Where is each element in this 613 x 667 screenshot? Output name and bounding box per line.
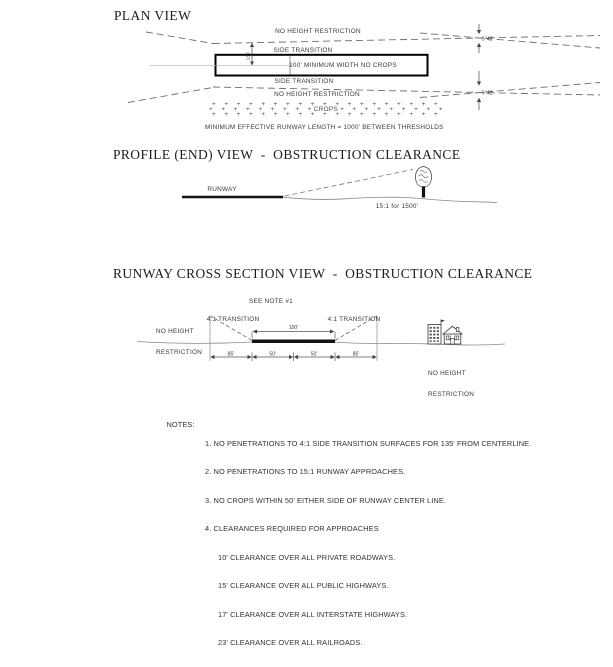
note-item-4c: 17' CLEARANCE OVER ALL INTERSTATE HIGHWAYS.: [218, 609, 408, 619]
profile-view-title: PROFILE (END) VIEW - OBSTRUCTION CLEARANCE: [113, 147, 461, 162]
plan-approach-splay-bottom-right: [420, 83, 600, 98]
cross-dim-50-right: 50': [310, 351, 318, 358]
building-icons: [428, 320, 462, 345]
note-item-1: 1. NO PENETRATIONS TO 4:1 SIDE TRANSITION SURFACES FOR 135' FROM CENTERLINE.: [205, 438, 532, 448]
crops-symbols-row-1: + + + + + + + + + + + + + + + + + + +: [212, 101, 439, 108]
cross-dim-85-left: 85': [227, 351, 235, 358]
plan-view-title: PLAN VIEW: [114, 8, 192, 23]
notes-heading: NOTES:: [166, 419, 195, 429]
plan-side-transition-line-top: [213, 36, 600, 44]
note-item-4b: 15' CLEARANCE OVER ALL PUBLIC HIGHWAYS.: [218, 581, 389, 590]
cross-dim-offsets: [211, 352, 376, 362]
profile-runway-label: RUNWAY: [207, 185, 237, 193]
plan-runway-width-label: 100' MINIMUM WIDTH NO CROPS: [289, 61, 397, 69]
plan-halfwidth-dim-text: 135': [245, 51, 251, 61]
crops-symbols-row-2: + + + + + + + + + CROPS + + + + + + + + +: [209, 106, 443, 113]
plan-no-height-top-label: NO HEIGHT RESTRICTION: [275, 27, 361, 35]
plan-approach-fan-bottom-left: [128, 87, 214, 102]
note-item-4a: 10' CLEARANCE OVER ALL PRIVATE ROADWAYS.: [218, 552, 396, 562]
cross-dim-50-left: 50': [269, 351, 276, 358]
cross-transition-left-label: 4:1 TRANSITION: [206, 315, 260, 323]
cross-no-height-left-line1: NO HEIGHT: [156, 328, 194, 335]
profile-view-lines: [182, 167, 497, 203]
plan-approach-splay-top-right: [420, 33, 600, 48]
cross-no-height-right-label: [428, 356, 474, 412]
profile-slope-label: 15:1 for 1500': [375, 202, 419, 210]
cross-no-height-right-line1: NO HEIGHT: [428, 369, 466, 377]
crops-symbols-row-3: + + + + + + + + + + + + + + + + + + +: [212, 111, 439, 118]
plan-no-height-bottom-label: NO HEIGHT RESTRICTION: [274, 90, 360, 98]
plan-side-transition-bottom-label: SIDE TRANSITION: [274, 77, 334, 85]
cross-dim-85-right: 85': [352, 351, 360, 358]
cross-section-view-title: RUNWAY CROSS SECTION VIEW - OBSTRUCTION CLEARANCE: [113, 266, 533, 281]
plan-side-transition-top-label: SIDE TRANSITION: [273, 46, 333, 54]
notes-list: [205, 420, 531, 667]
profile-approach-slope-line: [285, 170, 414, 197]
house-icon: [443, 326, 462, 344]
plan-approach-fan-top-left: [146, 32, 214, 44]
note-item-4: 4. CLEARANCES REQUIRED FOR APPROACHES: [205, 524, 379, 533]
plan-angle-top-text: 5°42': [482, 36, 494, 43]
cross-no-height-right-line2: RESTRICTION: [428, 390, 475, 398]
tree-icon: [416, 167, 432, 198]
cross-no-height-left-line2: RESTRICTION: [156, 349, 203, 356]
cross-see-note-label: SEE NOTE #1: [249, 297, 293, 305]
plan-angle-annotations: [479, 24, 493, 110]
note-item-4d: 23' CLEARANCE OVER ALL RAILROADS.: [218, 638, 363, 647]
plan-min-length-label: MINIMUM EFFECTIVE RUNWAY LENGTH = 1000' BETWEEN THRESHOLDS: [205, 123, 444, 131]
cross-runway-bar: [252, 340, 335, 344]
cross-dim-100-text: 100': [288, 325, 299, 331]
cross-dim-100: [252, 325, 335, 339]
plan-angle-bottom-text: 5°42': [482, 90, 494, 97]
cross-transition-right-label: 4:1 TRANSITION: [327, 315, 381, 323]
note-item-2: 2. NO PENETRATIONS TO 15:1 RUNWAY APPROACHES.: [205, 467, 406, 476]
note-item-3: 3. NO CROPS WITHIN 50' EITHER SIDE OF RUNWAY CENTER LINE.: [205, 495, 447, 505]
flag-icon: [441, 320, 445, 323]
